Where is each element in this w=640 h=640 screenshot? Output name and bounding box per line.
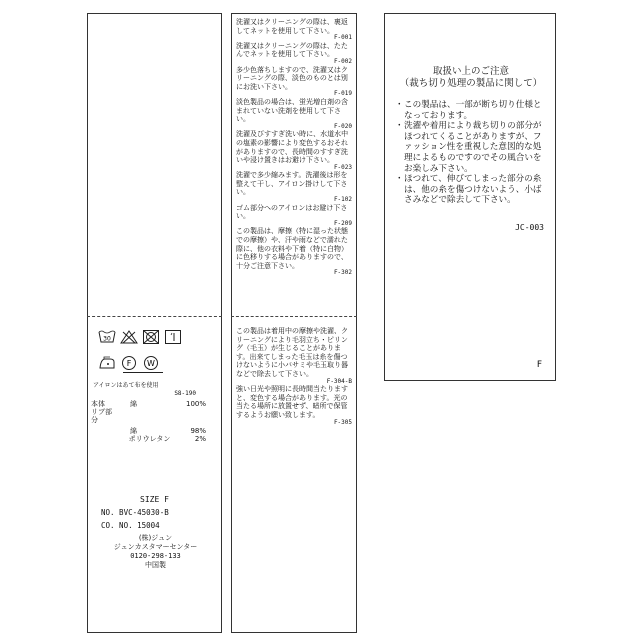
no-bleach-icon (120, 329, 138, 345)
caution-bullets (395, 100, 545, 206)
composition-row (91, 408, 206, 424)
hand-wash-30-icon (98, 329, 116, 345)
comp-material: ポリウレタン (128, 435, 171, 443)
care-paragraph: 洗濯又はクリーニングの際は、裏返してネットを使用して下さい。 F-001 (236, 18, 352, 42)
fold-line (87, 316, 222, 317)
care-paragraph: 淡色製品の場合は、蛍光増白剤の含まれていない洗剤を使用して下さい。 F-020 (236, 97, 352, 130)
composition (91, 400, 206, 443)
care-instructions-bottom (236, 327, 352, 426)
care-paragraph: 洗濯で多少縮みます。洗濯後は形を整えて干し、アイロン掛けして下さい。 F-102 (236, 171, 352, 204)
pattern-code: S8-190 (174, 390, 196, 397)
care-paragraph: ゴム部分へのアイロンはお避け下さい。 F-209 (236, 203, 352, 227)
country-origin: 中国製 (145, 561, 166, 569)
company-info (88, 534, 223, 570)
comp-pct: 100% (185, 400, 206, 408)
caution-bullet: ・ この製品は、一部が断ち切り仕様となっております。 (395, 100, 542, 121)
support-center: ジュンカスタマーセンター (113, 543, 198, 551)
composition-row (91, 435, 206, 443)
composition-row (91, 427, 206, 435)
wash-temp: 30 (103, 335, 111, 343)
size-text: SIZE F (140, 495, 169, 504)
dry-clean-f-icon (120, 355, 138, 371)
care-instructions-top (236, 18, 352, 277)
care-paragraph: 多少色落ちしますので、洗濯又はクリーニングの際、淡色のものとは別にお洗い下さい。 F-019 (236, 65, 352, 98)
care-paragraph: この製品は、摩擦（特に湿った状態での摩擦）や、汗や雨などで濡れた際に、他の衣料や下着（特に白物）に色移りする場合がありますので、十分ご注意下さい。 F-302 (236, 227, 352, 277)
iron-low-icon (98, 355, 116, 371)
company-name: (株)ジュン (138, 534, 173, 542)
comp-material: 綿 (130, 427, 137, 435)
composition-row (91, 400, 206, 408)
care-paragraph: 洗濯又はクリーニングの際は、たたんでネットを使用して下さい。 F-002 (236, 41, 352, 65)
underline-mark (123, 372, 163, 373)
caution-title (385, 66, 557, 90)
comp-part: リブ部分 (91, 408, 112, 424)
color-number: CO. NO. 15004 (101, 521, 160, 530)
wet-clean-letter: W (147, 359, 155, 368)
caution-bullet: ・ ほつれて、伸びてしまった部分の糸は、他の糸を傷つけないよう、小ばさみなどで除去して下さい。 (395, 174, 542, 206)
size-letter: F (536, 360, 542, 370)
caution-bullet: ・ 洗濯や着用により裁ち切りの部分がほつれてくることがありますが、ファッション性を重視した意図的な処理によるものですのでその風合いをお楽しみ下さい。 (395, 121, 542, 174)
phone-number: 0120-298-133 (130, 552, 181, 560)
care-label-2 (231, 13, 357, 633)
care-paragraph: 洗濯及びすすぎ洗い時に、水道水中の塩素の影響により変色するおそれがありますので、長時間のすすぎ洗いや浸け置きはお避け下さい。 F-023 (236, 130, 352, 171)
comp-material: 綿 (130, 400, 137, 408)
dry-clean-letter: F (126, 359, 132, 368)
caution-label (384, 13, 556, 381)
care-paragraph: この製品は着用中の摩擦や洗濯、クリーニングにより毛羽立ち・ピリング（毛玉）が生じることがあります。出来てしまった毛玉は糸を傷つけないように小バサミや毛玉取り器などで除去して下さい。 F-304-B (236, 327, 352, 385)
comp-part: 本体 (91, 400, 105, 408)
fold-line (231, 316, 357, 317)
caution-title-sub: （裁ち切り処理の製品に関して） (399, 78, 543, 89)
comp-pct: 98% (190, 427, 206, 435)
iron-note: アイロンはあて布を使用 (93, 382, 159, 389)
no-tumble-dry-icon (142, 329, 160, 345)
caution-code: JC-003 (515, 223, 544, 232)
comp-pct: 2% (194, 435, 206, 443)
care-paragraph: 強い日光や照明に長時間当たりますと、変色する場合があります。光の当たる場所に放置せず、暗所で保管するようお願い致します。 F-305 (236, 385, 352, 426)
caution-title-main: 取扱い上のご注意 (432, 66, 509, 77)
wet-clean-w-icon (142, 355, 160, 371)
care-label-1 (87, 13, 222, 633)
product-number: NO. BVC-45030-B (101, 508, 169, 517)
line-dry-icon (164, 329, 182, 345)
